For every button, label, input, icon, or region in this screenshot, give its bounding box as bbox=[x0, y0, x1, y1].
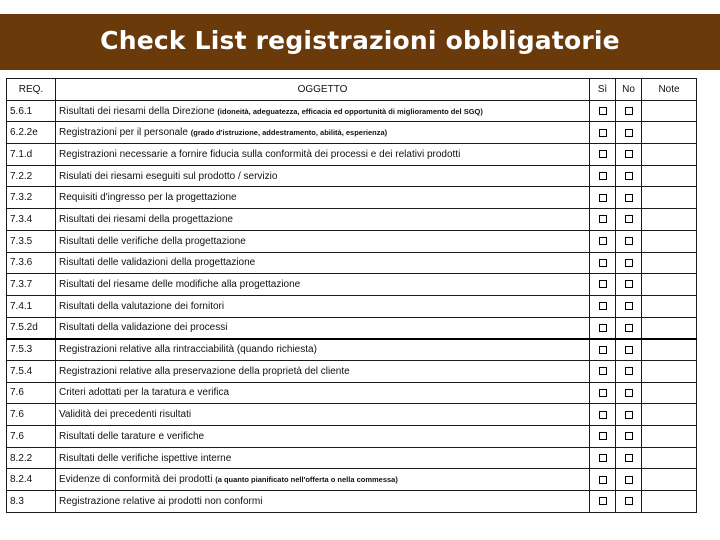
no-cell bbox=[616, 209, 642, 231]
note-cell[interactable] bbox=[642, 317, 697, 339]
no-checkbox-icon[interactable] bbox=[625, 259, 633, 267]
header-note: Note bbox=[642, 79, 697, 101]
req-code: 5.6.1 bbox=[7, 100, 56, 122]
no-checkbox-icon[interactable] bbox=[625, 324, 633, 332]
si-cell bbox=[590, 382, 616, 404]
req-code: 8.2.2 bbox=[7, 447, 56, 469]
oggetto-text: Evidenze di conformità dei prodotti bbox=[59, 474, 213, 486]
oggetto-cell bbox=[56, 165, 590, 187]
note-cell[interactable] bbox=[642, 360, 697, 382]
no-checkbox-icon[interactable] bbox=[625, 215, 633, 223]
table-row bbox=[7, 360, 697, 382]
req-code: 7.3.4 bbox=[7, 209, 56, 231]
no-cell bbox=[616, 230, 642, 252]
note-cell[interactable] bbox=[642, 100, 697, 122]
si-checkbox-icon[interactable] bbox=[599, 324, 607, 332]
oggetto-detail: (idoneità, adeguatezza, efficacia ed opportunità di miglioramento del SGQ) bbox=[217, 106, 483, 116]
si-checkbox-icon[interactable] bbox=[599, 280, 607, 288]
no-cell bbox=[616, 317, 642, 339]
no-checkbox-icon[interactable] bbox=[625, 389, 633, 397]
si-cell bbox=[590, 187, 616, 209]
table-row bbox=[7, 447, 697, 469]
oggetto-text: Risultati dei riesami della progettazione bbox=[59, 213, 233, 225]
table-row bbox=[7, 100, 697, 122]
table-row bbox=[7, 491, 697, 513]
table-row bbox=[7, 382, 697, 404]
si-cell bbox=[590, 252, 616, 274]
si-cell bbox=[590, 144, 616, 166]
header-row bbox=[7, 79, 697, 101]
si-checkbox-icon[interactable] bbox=[599, 389, 607, 397]
table-row bbox=[7, 252, 697, 274]
no-cell bbox=[616, 382, 642, 404]
no-cell bbox=[616, 491, 642, 513]
si-cell bbox=[590, 339, 616, 361]
req-code: 7.2.2 bbox=[7, 165, 56, 187]
no-cell bbox=[616, 100, 642, 122]
table-row bbox=[7, 404, 697, 426]
no-cell bbox=[616, 295, 642, 317]
req-code: 7.3.2 bbox=[7, 187, 56, 209]
note-cell[interactable] bbox=[642, 491, 697, 513]
req-code: 7.3.5 bbox=[7, 230, 56, 252]
si-checkbox-icon[interactable] bbox=[599, 194, 607, 202]
table-row bbox=[7, 144, 697, 166]
note-cell[interactable] bbox=[642, 469, 697, 491]
si-cell bbox=[590, 317, 616, 339]
si-cell bbox=[590, 100, 616, 122]
no-cell bbox=[616, 360, 642, 382]
si-cell bbox=[590, 360, 616, 382]
oggetto-text: Registrazioni relative alla preservazione della proprietà del cliente bbox=[59, 365, 350, 377]
oggetto-cell bbox=[56, 447, 590, 469]
si-cell bbox=[590, 469, 616, 491]
table-row bbox=[7, 339, 697, 361]
si-checkbox-icon[interactable] bbox=[599, 476, 607, 484]
req-code: 7.4.1 bbox=[7, 295, 56, 317]
note-cell[interactable] bbox=[642, 447, 697, 469]
oggetto-text: Risultati delle tarature e verifiche bbox=[59, 430, 205, 442]
si-cell bbox=[590, 426, 616, 448]
no-checkbox-icon[interactable] bbox=[625, 476, 633, 484]
oggetto-text: Requisiti d'ingresso per la progettazione bbox=[59, 192, 237, 204]
si-checkbox-icon[interactable] bbox=[599, 215, 607, 223]
note-cell[interactable] bbox=[642, 426, 697, 448]
no-checkbox-icon[interactable] bbox=[625, 497, 633, 505]
oggetto-cell bbox=[56, 339, 590, 361]
oggetto-text: Registrazioni per il personale bbox=[59, 127, 188, 139]
oggetto-cell bbox=[56, 469, 590, 491]
si-cell bbox=[590, 122, 616, 144]
si-checkbox-icon[interactable] bbox=[599, 367, 607, 375]
table-row bbox=[7, 209, 697, 231]
oggetto-text: Risulati dei riesami eseguiti sul prodotto / servizio bbox=[59, 170, 278, 182]
no-checkbox-icon[interactable] bbox=[625, 107, 633, 115]
req-code: 7.1.d bbox=[7, 144, 56, 166]
oggetto-text: Registrazioni necessarie a fornire fiducia sulla conformità dei processi e dei relativi prodotti bbox=[59, 148, 461, 160]
oggetto-cell bbox=[56, 144, 590, 166]
oggetto-cell bbox=[56, 187, 590, 209]
si-cell bbox=[590, 165, 616, 187]
table-row bbox=[7, 295, 697, 317]
no-checkbox-icon[interactable] bbox=[625, 280, 633, 288]
si-checkbox-icon[interactable] bbox=[599, 129, 607, 137]
note-cell[interactable] bbox=[642, 339, 697, 361]
title-bar bbox=[0, 14, 720, 70]
no-cell bbox=[616, 339, 642, 361]
no-checkbox-icon[interactable] bbox=[625, 346, 633, 354]
si-cell bbox=[590, 295, 616, 317]
no-cell bbox=[616, 274, 642, 296]
no-checkbox-icon[interactable] bbox=[625, 367, 633, 375]
no-checkbox-icon[interactable] bbox=[625, 129, 633, 137]
req-code: 7.5.2d bbox=[7, 317, 56, 339]
si-cell bbox=[590, 209, 616, 231]
si-checkbox-icon[interactable] bbox=[599, 411, 607, 419]
table-row bbox=[7, 122, 697, 144]
header-no: No bbox=[616, 79, 642, 101]
req-code: 7.6 bbox=[7, 382, 56, 404]
si-checkbox-icon[interactable] bbox=[599, 346, 607, 354]
note-cell[interactable] bbox=[642, 274, 697, 296]
no-checkbox-icon[interactable] bbox=[625, 454, 633, 462]
oggetto-text: Risultati delle verifiche ispettive interne bbox=[59, 452, 232, 464]
table-row bbox=[7, 274, 697, 296]
header-oggetto: OGGETTO bbox=[56, 79, 590, 101]
note-cell[interactable] bbox=[642, 404, 697, 426]
note-cell[interactable] bbox=[642, 144, 697, 166]
oggetto-text: Criteri adottati per la taratura e verifica bbox=[59, 387, 230, 399]
no-checkbox-icon[interactable] bbox=[625, 172, 633, 180]
oggetto-cell bbox=[56, 404, 590, 426]
note-cell[interactable] bbox=[642, 252, 697, 274]
si-cell bbox=[590, 404, 616, 426]
oggetto-cell bbox=[56, 252, 590, 274]
si-checkbox-icon[interactable] bbox=[599, 302, 607, 310]
req-code: 7.5.3 bbox=[7, 339, 56, 361]
note-cell[interactable] bbox=[642, 187, 697, 209]
no-cell bbox=[616, 187, 642, 209]
si-checkbox-icon[interactable] bbox=[599, 150, 607, 158]
table-row bbox=[7, 426, 697, 448]
no-cell bbox=[616, 426, 642, 448]
note-cell[interactable] bbox=[642, 295, 697, 317]
no-checkbox-icon[interactable] bbox=[625, 411, 633, 419]
no-checkbox-icon[interactable] bbox=[625, 432, 633, 440]
note-cell[interactable] bbox=[642, 122, 697, 144]
si-cell bbox=[590, 230, 616, 252]
oggetto-cell bbox=[56, 360, 590, 382]
oggetto-cell bbox=[56, 230, 590, 252]
no-cell bbox=[616, 122, 642, 144]
oggetto-text: Risultati dei riesami della Direzione bbox=[59, 105, 215, 117]
table-row bbox=[7, 317, 697, 339]
note-cell[interactable] bbox=[642, 230, 697, 252]
oggetto-detail: (a quanto pianificato nell'offerta o nella commessa) bbox=[215, 475, 398, 485]
page-title: Check List registrazioni obbligatorie bbox=[100, 25, 620, 55]
note-cell[interactable] bbox=[642, 165, 697, 187]
table-row bbox=[7, 469, 697, 491]
si-checkbox-icon[interactable] bbox=[599, 497, 607, 505]
si-cell bbox=[590, 274, 616, 296]
oggetto-cell bbox=[56, 209, 590, 231]
table-row bbox=[7, 165, 697, 187]
si-checkbox-icon[interactable] bbox=[599, 107, 607, 115]
no-checkbox-icon[interactable] bbox=[625, 302, 633, 310]
note-cell[interactable] bbox=[642, 209, 697, 231]
no-cell bbox=[616, 469, 642, 491]
note-cell[interactable] bbox=[642, 382, 697, 404]
si-cell bbox=[590, 447, 616, 469]
si-checkbox-icon[interactable] bbox=[599, 432, 607, 440]
no-checkbox-icon[interactable] bbox=[625, 194, 633, 202]
no-cell bbox=[616, 144, 642, 166]
req-code: 7.6 bbox=[7, 404, 56, 426]
table-row bbox=[7, 230, 697, 252]
no-cell bbox=[616, 252, 642, 274]
no-checkbox-icon[interactable] bbox=[625, 237, 633, 245]
oggetto-text: Registrazione relative ai prodotti non conformi bbox=[59, 495, 263, 507]
oggetto-text: Risultati delle validazioni della progettazione bbox=[59, 257, 256, 269]
oggetto-text: Risultati della validazione dei processi bbox=[59, 322, 228, 334]
oggetto-text: Registrazioni relative alla rintracciabilità (quando richiesta) bbox=[59, 344, 317, 356]
oggetto-cell bbox=[56, 100, 590, 122]
oggetto-cell bbox=[56, 382, 590, 404]
si-cell bbox=[590, 491, 616, 513]
si-checkbox-icon[interactable] bbox=[599, 259, 607, 267]
no-checkbox-icon[interactable] bbox=[625, 150, 633, 158]
req-code: 6.2.2e bbox=[7, 122, 56, 144]
table-row bbox=[7, 187, 697, 209]
oggetto-cell bbox=[56, 317, 590, 339]
req-code: 7.6 bbox=[7, 426, 56, 448]
si-checkbox-icon[interactable] bbox=[599, 237, 607, 245]
oggetto-cell bbox=[56, 426, 590, 448]
header-si: Sì bbox=[590, 79, 616, 101]
si-checkbox-icon[interactable] bbox=[599, 172, 607, 180]
oggetto-text: Risultati del riesame delle modifiche alla progettazione bbox=[59, 279, 301, 291]
req-code: 8.3 bbox=[7, 491, 56, 513]
oggetto-text: Risultati delle verifiche della progettazione bbox=[59, 235, 246, 247]
req-code: 7.5.4 bbox=[7, 360, 56, 382]
req-code: 8.2.4 bbox=[7, 469, 56, 491]
oggetto-text: Validità dei precedenti risultati bbox=[59, 409, 192, 421]
req-code: 7.3.6 bbox=[7, 252, 56, 274]
oggetto-cell bbox=[56, 295, 590, 317]
oggetto-cell bbox=[56, 274, 590, 296]
checklist-table bbox=[6, 78, 697, 513]
no-cell bbox=[616, 404, 642, 426]
oggetto-cell bbox=[56, 491, 590, 513]
si-checkbox-icon[interactable] bbox=[599, 454, 607, 462]
no-cell bbox=[616, 447, 642, 469]
oggetto-text: Risultati della valutazione dei fornitori bbox=[59, 300, 225, 312]
oggetto-detail: (grado d'istruzione, addestramento, abilità, esperienza) bbox=[190, 128, 388, 138]
req-code: 7.3.7 bbox=[7, 274, 56, 296]
no-cell bbox=[616, 165, 642, 187]
oggetto-cell bbox=[56, 122, 590, 144]
header-req: REQ. bbox=[7, 79, 56, 101]
